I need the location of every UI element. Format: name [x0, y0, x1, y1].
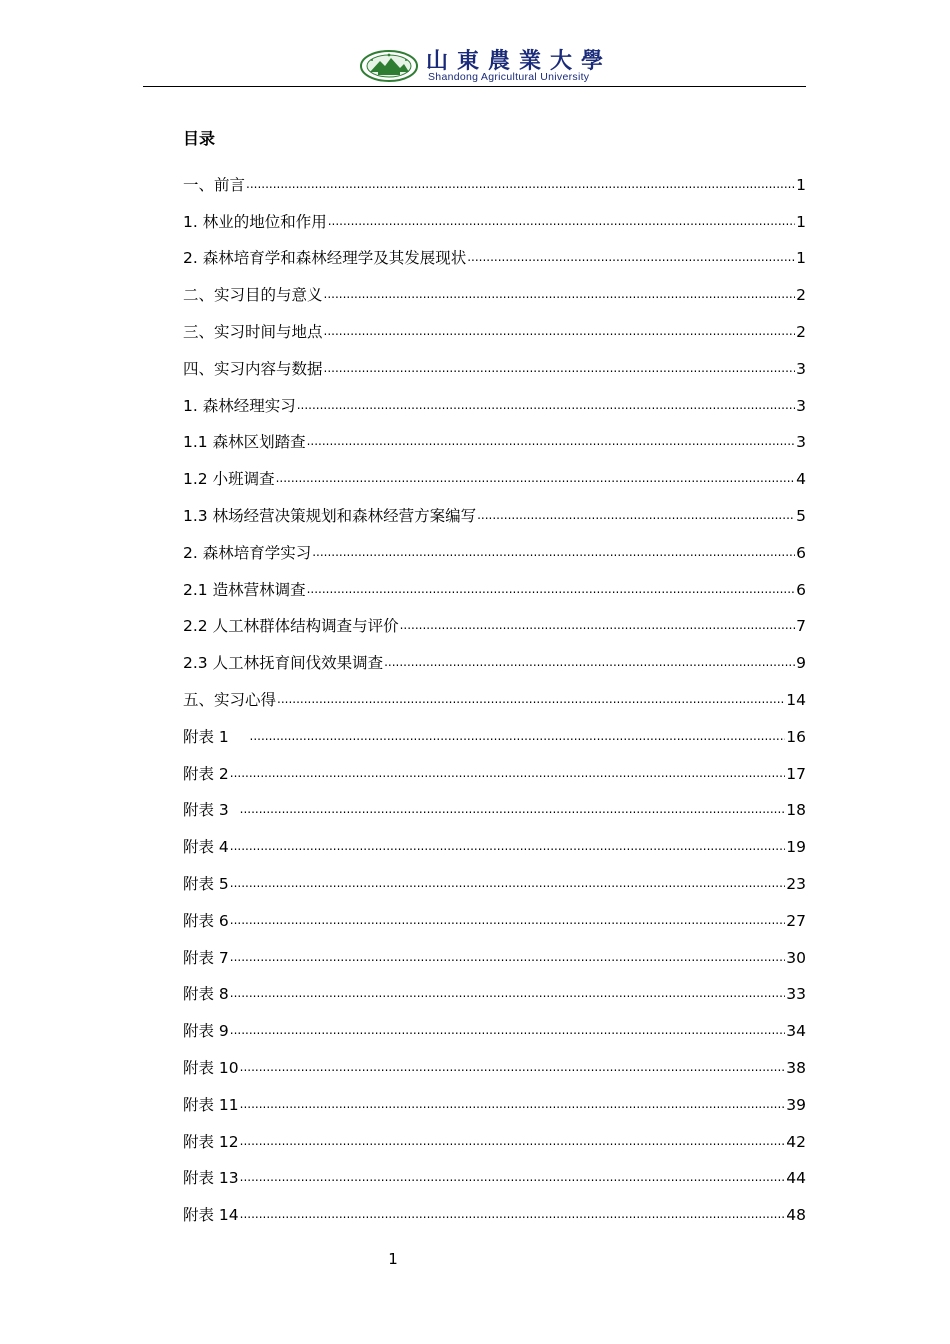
toc-entry-page: 27	[786, 911, 806, 930]
toc-entry-page: 9	[796, 654, 806, 673]
toc-entry-label: 三、实习时间与地点	[183, 322, 323, 341]
toc-entry-page: 3	[796, 359, 806, 378]
toc-entry-label: 附表 3	[183, 801, 239, 820]
toc-entry-label: 附表 5	[183, 874, 229, 893]
toc-entry-label: 1. 森林经理实习	[183, 396, 296, 415]
toc-leader-dots	[230, 984, 785, 1002]
toc-entry[interactable]	[183, 306, 806, 343]
toc-leader-dots	[230, 837, 785, 855]
toc-entry-page: 1	[796, 212, 806, 231]
toc-list	[183, 159, 806, 1226]
toc-entry-label: 附表 9	[183, 1022, 229, 1041]
toc-entry-label: 2.1 造林营林调查	[183, 580, 306, 599]
toc-entry[interactable]	[183, 969, 806, 1006]
toc-entry-page: 18	[786, 801, 806, 820]
toc-entry-label: 2.2 人工林群体结构调查与评价	[183, 617, 399, 636]
toc-entry-page: 1	[796, 249, 806, 268]
toc-entry[interactable]	[183, 159, 806, 196]
toc-entry[interactable]	[183, 564, 806, 601]
toc-leader-dots	[324, 285, 796, 303]
toc-entry[interactable]	[183, 1042, 806, 1079]
toc-entry-label: 2. 森林培育学和森林经理学及其发展现状	[183, 249, 467, 268]
toc-entry-label: 四、实习内容与数据	[183, 359, 323, 378]
toc-entry[interactable]	[183, 343, 806, 380]
toc-entry-label: 2. 森林培育学实习	[183, 543, 312, 562]
toc-entry-label: 附表 4	[183, 838, 229, 857]
toc-leader-dots	[230, 764, 785, 782]
toc-entry[interactable]	[183, 233, 806, 270]
toc-entry-page: 17	[786, 764, 806, 783]
toc-entry[interactable]	[183, 1153, 806, 1190]
toc-leader-dots	[240, 1095, 786, 1113]
toc-entry[interactable]	[183, 269, 806, 306]
toc-entry-label: 1.2 小班调查	[183, 470, 275, 489]
toc-entry[interactable]	[183, 527, 806, 564]
header-divider	[143, 86, 806, 87]
toc-entry-label: 附表 1	[183, 727, 249, 746]
toc-leader-dots	[240, 1168, 786, 1186]
toc-entry[interactable]	[183, 196, 806, 233]
toc-entry-page: 39	[786, 1095, 806, 1114]
toc-entry-label: 附表 12	[183, 1132, 239, 1151]
toc-entry[interactable]	[183, 453, 806, 490]
toc-entry-label: 附表 10	[183, 1058, 239, 1077]
toc-entry-page: 16	[786, 727, 806, 746]
toc-leader-dots	[240, 1132, 786, 1150]
toc-entry-page: 30	[786, 948, 806, 967]
toc-leader-dots	[240, 800, 786, 818]
toc-leader-dots	[324, 359, 796, 377]
toc-entry[interactable]	[183, 380, 806, 417]
university-seal-icon	[360, 50, 418, 82]
toc-leader-dots	[230, 1021, 785, 1039]
page-number: 1	[388, 1250, 398, 1268]
toc-entry-label: 2.3 人工林抚育间伐效果调查	[183, 654, 384, 673]
toc-leader-dots	[240, 1205, 786, 1223]
toc-entry-page: 1	[796, 175, 806, 194]
toc-entry-page: 14	[786, 690, 806, 709]
toc-entry[interactable]	[183, 601, 806, 638]
toc-entry-label: 附表 11	[183, 1095, 239, 1114]
toc-leader-dots	[297, 396, 795, 414]
toc-entry-page: 44	[786, 1169, 806, 1188]
toc-entry[interactable]	[183, 932, 806, 969]
university-logo	[360, 46, 650, 86]
toc-entry[interactable]	[183, 748, 806, 785]
toc-entry[interactable]	[183, 417, 806, 454]
toc-leader-dots	[276, 469, 796, 487]
page-header	[0, 0, 950, 90]
toc-leader-dots	[230, 874, 785, 892]
toc-entry-page: 19	[786, 838, 806, 857]
toc-leader-dots	[324, 322, 796, 340]
toc-leader-dots	[230, 948, 785, 966]
university-name-zh: 山東農業大學	[426, 48, 613, 74]
toc-entry-label: 附表 13	[183, 1169, 239, 1188]
toc-entry-label: 一、前言	[183, 175, 246, 194]
toc-entry[interactable]	[183, 711, 806, 748]
toc-entry-page: 34	[786, 1022, 806, 1041]
toc-entry-page: 2	[796, 322, 806, 341]
toc-entry[interactable]	[183, 858, 806, 895]
toc-entry[interactable]	[183, 785, 806, 822]
toc-entry[interactable]	[183, 821, 806, 858]
toc-entry-label: 1.1 森林区划踏查	[183, 433, 306, 452]
toc-entry-page: 6	[796, 580, 806, 599]
toc-entry[interactable]	[183, 895, 806, 932]
toc-leader-dots	[277, 690, 785, 708]
toc-entry[interactable]	[183, 490, 806, 527]
toc-entry[interactable]	[183, 637, 806, 674]
table-of-contents	[183, 124, 806, 1226]
toc-leader-dots	[307, 580, 796, 598]
toc-entry[interactable]	[183, 1005, 806, 1042]
toc-entry-page: 7	[796, 617, 806, 636]
toc-entry[interactable]	[183, 1079, 806, 1116]
toc-entry-page: 42	[786, 1132, 806, 1151]
toc-title: 目录	[183, 129, 216, 148]
toc-entry-page: 5	[796, 506, 806, 525]
toc-leader-dots	[250, 727, 786, 745]
toc-leader-dots	[400, 616, 796, 634]
toc-entry-label: 五、实习心得	[183, 690, 277, 709]
toc-entry-page: 4	[796, 470, 806, 489]
toc-entry-page: 3	[796, 396, 806, 415]
toc-leader-dots	[328, 212, 795, 230]
toc-leader-dots	[230, 911, 785, 929]
toc-entry-label: 1. 林业的地位和作用	[183, 212, 327, 231]
toc-leader-dots	[246, 175, 795, 193]
toc-entry[interactable]	[183, 1189, 806, 1226]
toc-entry-label: 附表 2	[183, 764, 229, 783]
toc-entry-label: 附表 8	[183, 985, 229, 1004]
toc-entry-page: 38	[786, 1058, 806, 1077]
toc-leader-dots	[307, 432, 796, 450]
toc-entry-label: 附表 6	[183, 911, 229, 930]
toc-entry-label: 1.3 林场经营决策规划和森林经营方案编写	[183, 506, 477, 525]
toc-leader-dots	[477, 506, 795, 524]
toc-entry-page: 33	[786, 985, 806, 1004]
toc-leader-dots	[384, 653, 795, 671]
toc-entry-page: 3	[796, 433, 806, 452]
toc-entry-page: 23	[786, 874, 806, 893]
toc-leader-dots	[467, 248, 795, 266]
toc-entry[interactable]	[183, 1116, 806, 1153]
toc-entry-page: 6	[796, 543, 806, 562]
toc-entry-label: 附表 14	[183, 1206, 239, 1225]
toc-entry-page: 48	[786, 1206, 806, 1225]
toc-entry-page: 2	[796, 286, 806, 305]
toc-entry-label: 二、实习目的与意义	[183, 286, 323, 305]
university-name-en: Shandong Agricultural University	[428, 71, 590, 83]
toc-leader-dots	[312, 543, 795, 561]
toc-entry-label: 附表 7	[183, 948, 229, 967]
toc-leader-dots	[240, 1058, 786, 1076]
toc-entry[interactable]	[183, 674, 806, 711]
